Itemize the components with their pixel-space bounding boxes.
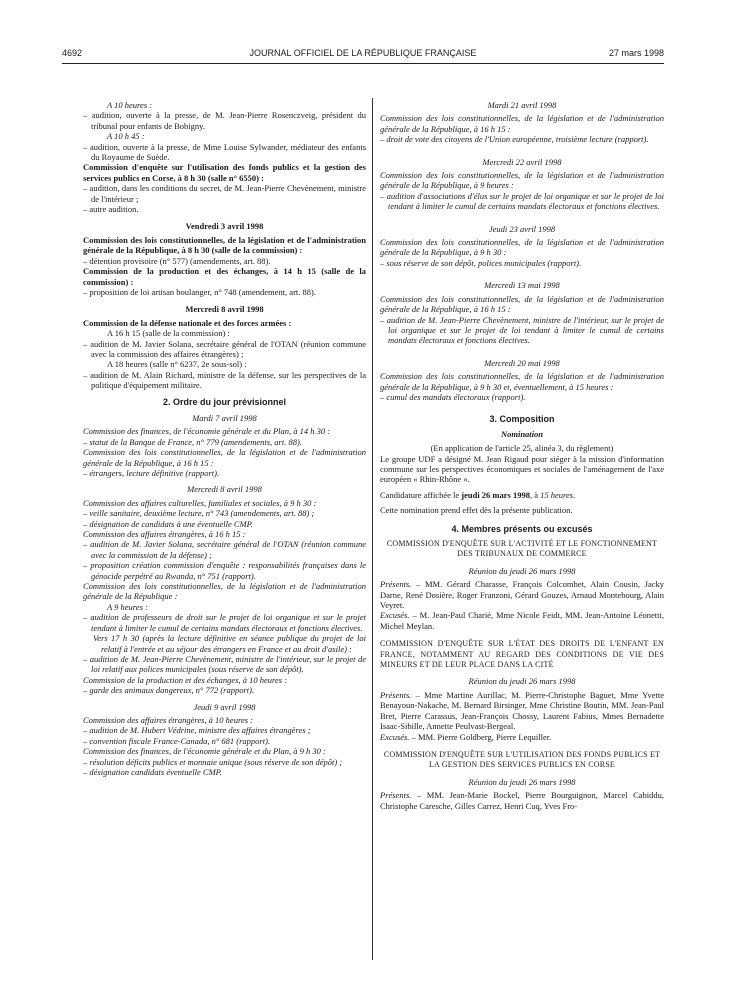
time-label: A 10 heures : [107, 100, 153, 110]
day-heading: Mercredi 22 avril 1998 [482, 156, 562, 167]
day-heading: Mardi 7 avril 1998 [192, 412, 257, 423]
commission-heading: Commission des finances, de l'économie générale et du Plan, à 9 h 30 : [83, 746, 326, 757]
commission-heading: Commission de la défense nationale et des forces armées : [83, 317, 292, 328]
agenda-item: – audition, dans les conditions du secret, de M. Jean-Pierre Chevènement, ministre de l'intérieur ; [83, 183, 366, 204]
page-number: 4692 [62, 48, 83, 58]
candidacy-line: Candidature affichée le jeudi 26 mars 1998, à 15 heures. [380, 489, 576, 500]
left-column [83, 100, 366, 777]
present-members: Présents. – MM. Jean-Marie Bockel, Pierre Bourguignon, Marcel Cabiddu, Christophe Caresche, Gilles Carrez, Henri Cuq, Yves Fro- [380, 790, 664, 811]
commission-heading: Commission des lois constitutionnelles, de la législation et de l'administration générale de la République : [83, 581, 366, 602]
effect-note: Cette nomination prend effet dès la présente publication. [380, 505, 573, 516]
commission-heading: Commission des lois constitutionnelles, de la législation et de l'administration générale de la République, à 9 h 30 : [380, 237, 664, 258]
agenda-item: – proposition création commission d'enquête : responsabilités françaises dans le génocide perpétré au Rwanda, n° 751 (rapport). [83, 560, 366, 581]
journal-title: JOURNAL OFFICIEL DE LA RÉPUBLIQUE FRANÇAISE [249, 48, 477, 58]
day-heading: Jeudi 23 avril 1998 [488, 223, 556, 234]
time-label: Vers 17 h 30 (après la lecture définitive en séance publique du projet de loi relatif à l'entrée et au séjour des étrangers en France et au droit d'asile) : [93, 633, 366, 654]
time-label: A 10 h 45 : [107, 131, 145, 142]
agenda-item: – sous réserve de son dépôt, polices municipales (rapport). [380, 257, 582, 268]
commission-heading: Commission des lois constitutionnelles, de la législation et de l'administration générale de la République, à 9 h 30 et, éventuellement, à 15 heures : [380, 371, 664, 392]
section-heading: 2. Ordre du jour prévisionnel [162, 396, 287, 407]
agenda-item: – statut de la Banque de France, n° 779 (amendements, art. 88). [83, 436, 302, 447]
agenda-item: – garde des animaux dangereux, n° 772 (rapport). [83, 685, 255, 696]
column-divider [372, 98, 373, 960]
meeting-date: Réunion du jeudi 26 mars 1998 [468, 676, 576, 687]
agenda-item: – veille sanitaire, deuxième lecture, n° 743 (amendements, art. 88) ; [83, 508, 315, 519]
commission-title: COMMISSION D'ENQUÊTE SUR L'ÉTAT DES DROITS DE L'ENFANT EN FRANCE, NOTAMMENT AU REGARD DES CONDITIONS DE VIE DES MINEURS ET DE LEUR PLACE DANS LA CITÉ [380, 639, 664, 670]
commission-heading: Commission d'enquête sur l'utilisation des fonds publics et la gestion des services publics en Corse, à 8 h 30 (salle n° 6550) : [83, 162, 366, 183]
regulation-note: (En application de l'article 25, alinéa 3, du règlement) [430, 443, 614, 454]
agenda-item: – cumul des mandats électoraux (rapport). [380, 391, 526, 402]
commission-heading: Commission des affaires étrangères, à 16 h 15 : [83, 529, 246, 540]
nomination-text: Le groupe UDF a désigné M. Jean Rigaud pour siéger à la mission d'information commune sur les perspectives économiques et sociales de l'aménagement de l'axe européen « Rhin-Rhône ». [380, 453, 664, 485]
agenda-item: – désignation de candidats à une éventuelle CMP. [83, 518, 253, 529]
agenda-item: – audition de professeurs de droit sur le projet de loi organique et sur le projet tendant à limiter le cumul de certains mandats électoraux et fonctions électives. [83, 612, 366, 633]
subsection-heading: Nomination [500, 428, 544, 439]
commission-heading: Commission des lois constitutionnelles, de la législation et de l'administration générale de la République, à 9 heures : [380, 170, 664, 191]
agenda-item: – audition d'associations d'élus sur le projet de loi organique et sur le projet de loi tendant à limiter le cumul de certains mandats électoraux et fonctions électives. [380, 190, 664, 212]
day-heading: Mercredi 8 avril 1998 [187, 484, 262, 495]
agenda-item: – audition, ouverte à la presse, de M. Jean-Pierre Rosenczveig, président du tribunal pour enfants de Bobigny. [83, 110, 366, 131]
agenda-item: – droit de vote des citoyens de l'Union européenne, troisième lecture (rapport). [380, 134, 649, 145]
agenda-item: – désignation candidats éventuelle CMP. [83, 766, 222, 777]
agenda-item: – audition, ouverte à la presse, de Mme Louise Sylwander, médiateur des enfants du Royaume de Suède. [83, 141, 366, 163]
agenda-item: – audition de M. Javier Solana, secrétaire général de l'OTAN (réunion commune avec la commission des affaires étrangères) ; [83, 338, 366, 359]
commission-heading: Commission des lois constitutionnelles, de la législation et de l'administration générale de la République, à 16 h 15 : [380, 113, 664, 134]
time-label: A 18 heures (salle n° 6237, 2e sous-sol) : [107, 359, 247, 370]
day-heading: Mercredi 13 mai 1998 [484, 280, 560, 291]
time-label: A 16 h 15 (salle de la commission) : [107, 328, 230, 339]
agenda-item: – détention provisoire (n° 577) (amendements, art. 88). [83, 255, 271, 266]
right-column [380, 100, 664, 811]
commission-title: COMMISSION D'ENQUÊTE SUR L'UTILISATION DES FONDS PUBLICS ET LA GESTION DES SERVICES PUBLICS EN CORSE [383, 749, 661, 770]
agenda-item: – autre audition. [83, 204, 139, 215]
meeting-date: Réunion du jeudi 26 mars 1998 [468, 565, 576, 576]
commission-heading: Commission des lois constitutionnelles, de la législation et de l'administration générale de la République, à 16 h 15 : [380, 293, 664, 315]
meeting-date: Réunion du jeudi 26 mars 1998 [468, 776, 576, 787]
commission-heading: Commission des lois constitutionnelles, de la législation et de l'administration générale de la République, à 16 h 15 : [83, 447, 366, 468]
day-heading: Jeudi 9 avril 1998 [193, 701, 256, 712]
issue-date: 27 mars 1998 [608, 48, 664, 58]
agenda-item: – proposition de loi artisan boulanger, n° 748 (amendement, art. 88). [83, 286, 316, 297]
agenda-item: – audition de M. Javier Solana, secrétaire général de l'OTAN (réunion commune avec la commission de la défense) ; [83, 539, 366, 560]
present-members: Présents. – MM. Gérard Charasse, François Colcombet, Alain Cousin, Jacky Darne, René Dosière, Roger Franzoni, Gérard Gouzes, Arnaud Montebourg, Alain Veyret. [380, 579, 664, 611]
commission-heading: Commission des finances, de l'économie générale et du Plan, à 14 h 30 : [83, 426, 331, 437]
section-heading: 4. Membres présents ou excusés [451, 523, 593, 534]
commission-heading: Commission des affaires étrangères, à 10 heures : [83, 714, 253, 725]
section-heading: 3. Composition [489, 414, 555, 425]
agenda-item: – audition de M. Hubert Védrine, ministre des affaires étrangères ; [83, 725, 311, 736]
agenda-item: – convention fiscale France-Canada, n° 681 (rapport). [83, 735, 271, 746]
agenda-item: – audition de M. Jean-Pierre Chevènement, ministre de l'intérieur, sur le projet de loi organique et sur le projet de loi tendant à limiter le cumul de certains mandats électoraux et fonctions électives. [380, 314, 664, 346]
commission-heading: Commission des lois constitutionnelles, de la législation et de l'administration générale de la République, à 8 h 30 (salle de la commission) : [83, 234, 366, 256]
day-heading: Mercredi 20 mai 1998 [484, 357, 560, 368]
excused-members: Excusés. – M. Jean-Paul Charié, Mme Nicole Feidt, MM. Jean-Antoine Léonetti, Michel Meylan. [380, 610, 664, 631]
agenda-item: – audition de M. Jean-Pierre Chevènement, ministre de l'intérieur, sur le projet de loi relatif aux polices municipales (sous réserve de son dépôt). [83, 653, 366, 675]
commission-title: COMMISSION D'ENQUÊTE SUR L'ACTIVITÉ ET LE FONCTIONNEMENT DES TRIBUNAUX DE COMMERCE [386, 539, 658, 559]
commission-heading: Commission des affaires culturelles, familiales et sociales, à 9 h 30 : [83, 497, 317, 508]
agenda-item: – audition de M. Alain Richard, ministre de la défense, sur les perspectives de la politique d'équipement militaire. [83, 369, 366, 391]
page-header [62, 48, 664, 62]
agenda-item: – étrangers, lecture définitive (rapport). [83, 468, 220, 478]
time-label: A 9 heures : [107, 601, 148, 612]
day-heading: Mardi 21 avril 1998 [487, 100, 557, 110]
excused-members: Excusés. – MM. Pierre Goldberg, Pierre Lequiller. [380, 731, 552, 742]
day-heading: Vendredi 3 avril 1998 [185, 221, 264, 232]
day-heading: Mercredi 8 avril 1998 [185, 304, 264, 315]
commission-heading: Commission de la production et des échanges, à 14 h 15 (salle de la commission) : [83, 266, 366, 287]
commission-heading: Commission de la production et des échanges, à 10 heures : [83, 674, 288, 685]
header-rule [62, 63, 664, 64]
agenda-item: – résolution déficits publics et monnaie unique (sous réserve de son dépôt) ; [83, 756, 343, 767]
present-members: Présents. – Mme Martine Aurillac, M. Pierre-Christophe Baguet, Mme Yvette Benayoun-Nakache, M. Bernard Birsinger, Mme Christine Boutin, MM. Jean-Paul Bret, Pierre Carassus, Jean-François Chossy, Laurent Fabius, Mmes Bernadette Isaac-Sibille, Annette Peulvast-Bergeal. [380, 689, 664, 732]
